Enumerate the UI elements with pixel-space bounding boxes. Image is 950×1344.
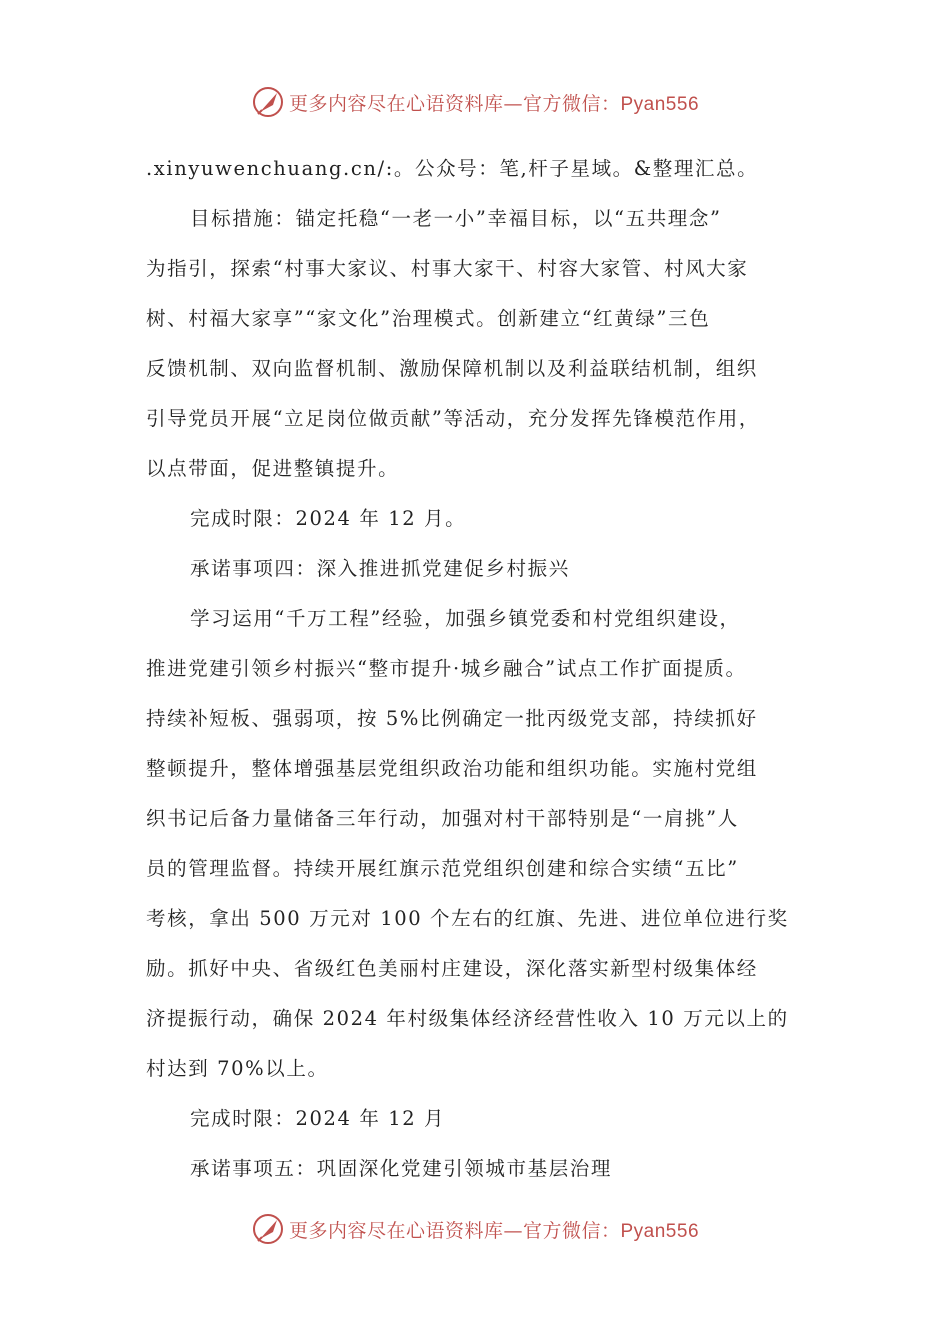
paragraph-line: 学习运用“千万工程”经验，加强乡镇党委和村党组织建设， <box>190 607 741 630</box>
paragraph-line: 励。抓好中央、省级红色美丽村庄建设，深化落实新型村级集体经 <box>146 957 758 980</box>
paragraph-line: .xinyuwenchuang.cn/:。公众号：笔,杆子星域。&整理汇总。 <box>146 157 759 180</box>
document-body <box>146 150 806 1200</box>
section-heading: 承诺事项五：巩固深化党建引领城市基层治理 <box>190 1157 613 1180</box>
footer-watermark <box>0 1209 950 1249</box>
paragraph-line: 目标措施：锚定托稳“一老一小”幸福目标，以“五共理念” <box>190 207 722 230</box>
watermark-text: 更多内容尽在心语资料库—官方微信：Pyan556 <box>288 92 700 115</box>
paragraph-line: 为指引，探索“村事大家议、村事大家干、村容大家管、村风大家 <box>146 257 749 280</box>
paragraph-line: 济提振行动，确保 2024 年村级集体经济经营性收入 10 万元以上的 <box>146 1007 789 1030</box>
paragraph-line: 员的管理监督。持续开展红旗示范党组织创建和综合实绩“五比” <box>146 857 739 880</box>
watermark-text: 更多内容尽在心语资料库—官方微信：Pyan556 <box>288 1219 700 1242</box>
paragraph-line: 推进党建引领乡村振兴“整市提升·城乡融合”试点工作扩面提质。 <box>146 657 747 680</box>
paragraph-line: 以点带面，促进整镇提升。 <box>146 457 400 480</box>
deadline-line: 完成时限：2024 年 12 月。 <box>190 507 467 530</box>
paragraph-line: 持续补短板、强弱项，按 5%比例确定一批丙级党支部，持续抓好 <box>146 707 758 730</box>
deadline-line: 完成时限：2024 年 12 月 <box>190 1107 446 1130</box>
paragraph-line: 反馈机制、双向监督机制、激励保障机制以及利益联结机制，组织 <box>146 357 758 380</box>
quill-pen-icon <box>251 85 285 119</box>
paragraph-line: 考核，拿出 500 万元对 100 个左右的红旗、先进、进位单位进行奖 <box>146 907 789 930</box>
paragraph-line: 树、村福大家享”“家文化”治理模式。创新建立“红黄绿”三色 <box>146 307 711 330</box>
paragraph-line: 村达到 70%以上。 <box>146 1057 329 1080</box>
paragraph-line: 织书记后备力量储备三年行动，加强对村干部特别是“一肩挑”人 <box>146 807 739 830</box>
section-heading: 承诺事项四：深入推进抓党建促乡村振兴 <box>190 557 570 580</box>
header-watermark <box>0 82 950 122</box>
paragraph-line: 整顿提升，整体增强基层党组织政治功能和组织功能。实施村党组 <box>146 757 758 780</box>
quill-pen-icon <box>251 1212 285 1246</box>
paragraph-line: 引导党员开展“立足岗位做贡献”等活动，充分发挥先锋模范作用， <box>146 407 760 430</box>
